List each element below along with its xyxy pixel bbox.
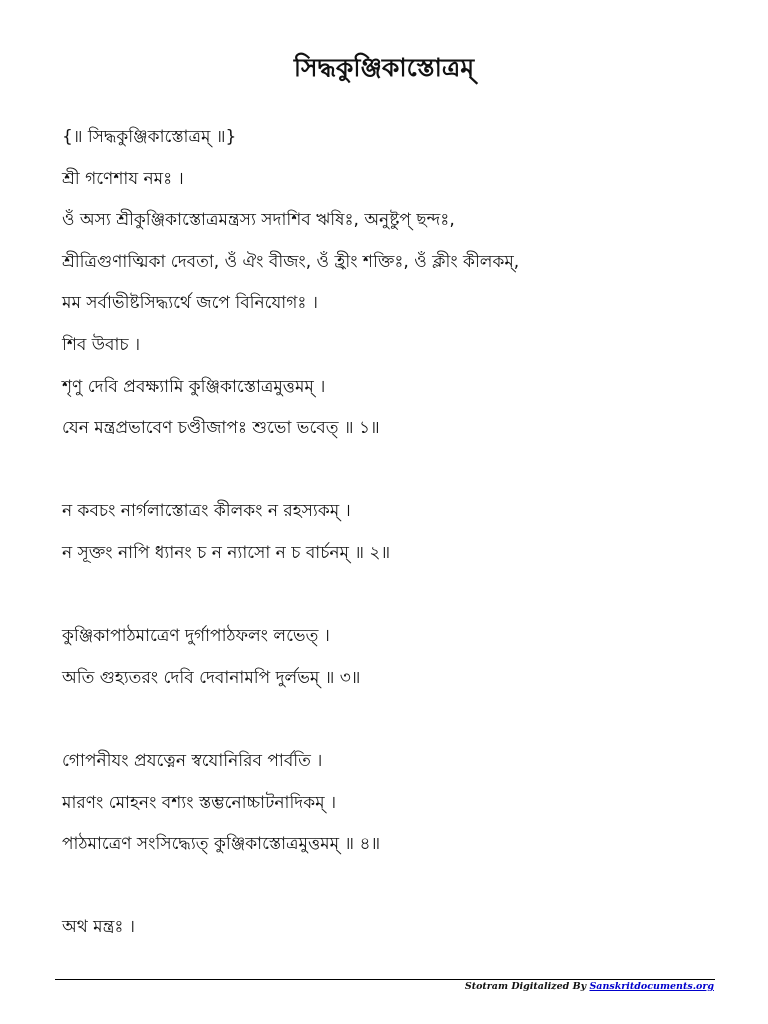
text-line: যেন মন্ত্রপ্রভাবেণ চণ্ডীজাপঃ শুভো ভবেত্ ॥ ১॥ [62, 418, 380, 439]
footer-credit [400, 981, 714, 993]
text-line: শ্রীত্রিগুণাত্মিকা দেবতা, ওঁ ঐং বীজং, ওঁ হ্রীং শক্তিঃ, ওঁ ক্লীং কীলকম্, [62, 251, 520, 272]
text-line: মম সর্বাভীষ্টসিদ্ধ্যর্থে জপে বিনিযোগঃ । [62, 293, 318, 314]
text-line: {॥ সিদ্ধকুঞ্জিকাস্তোত্রম্ ॥} [62, 127, 237, 147]
stanza-gap [62, 583, 722, 625]
text-line: কুঞ্জিকাপাঠমাত্রেণ দুর্গাপাঠফলং লভেত্ । [62, 626, 330, 647]
text-line: শ্রী গণেশায নমঃ । [62, 168, 184, 189]
stanza-gap [62, 707, 722, 749]
text-line: মারণং মোহনং বশ্যং স্তম্ভনোচ্চাটনাদিকম্ । [62, 792, 337, 813]
footer-credit-text: Stotram Digitalized By [464, 981, 590, 992]
text-line: ন সূক্তং নাপি ধ্যানং চ ন ন্যাসো ন চ বার্চনম্ ॥ ২॥ [62, 542, 391, 563]
text-line: শৃণু দেবি প্রবক্ষ্যামি কুঞ্জিকাস্তোত্রমুত্তমম্ । [62, 376, 326, 397]
text-line: শিব উবাচ । [62, 334, 141, 355]
text-line: ওঁ অস্য শ্রীকুঞ্জিকাস্তোত্রমন্ত্রস্য সদাশিব ঋষিঃ, অনুষ্টুপ্ ছন্দঃ, [62, 210, 455, 231]
page-title: সিদ্ধকুঞ্জিকাস্তোত্রম্ [293, 53, 475, 82]
text-line: পাঠমাত্রেণ সংসিদ্ধ্যেত্ কুঞ্জিকাস্তোত্রমুত্তমম্ ॥ ৪॥ [62, 834, 381, 855]
text-line: অথ মন্ত্রঃ । [62, 917, 135, 938]
stotra-text [62, 125, 722, 957]
text-line: ন কবচং নার্গলাস্তোত্রং কীলকং ন রহস্যকম্ । [62, 501, 351, 522]
text-line: গোপনীযং প্রযত্নেন স্বযোনিরিব পার্বতি । [62, 750, 323, 771]
footer-divider [55, 979, 715, 980]
sanskritdocuments-link[interactable]: Sanskritdocuments.org [589, 981, 714, 992]
stanza-gap [62, 874, 722, 916]
text-line: অতি গুহ্যতরং দেবি দেবানামপি দুর্লভম্ ॥ ৩॥ [62, 667, 361, 688]
stanza-gap [62, 458, 722, 500]
